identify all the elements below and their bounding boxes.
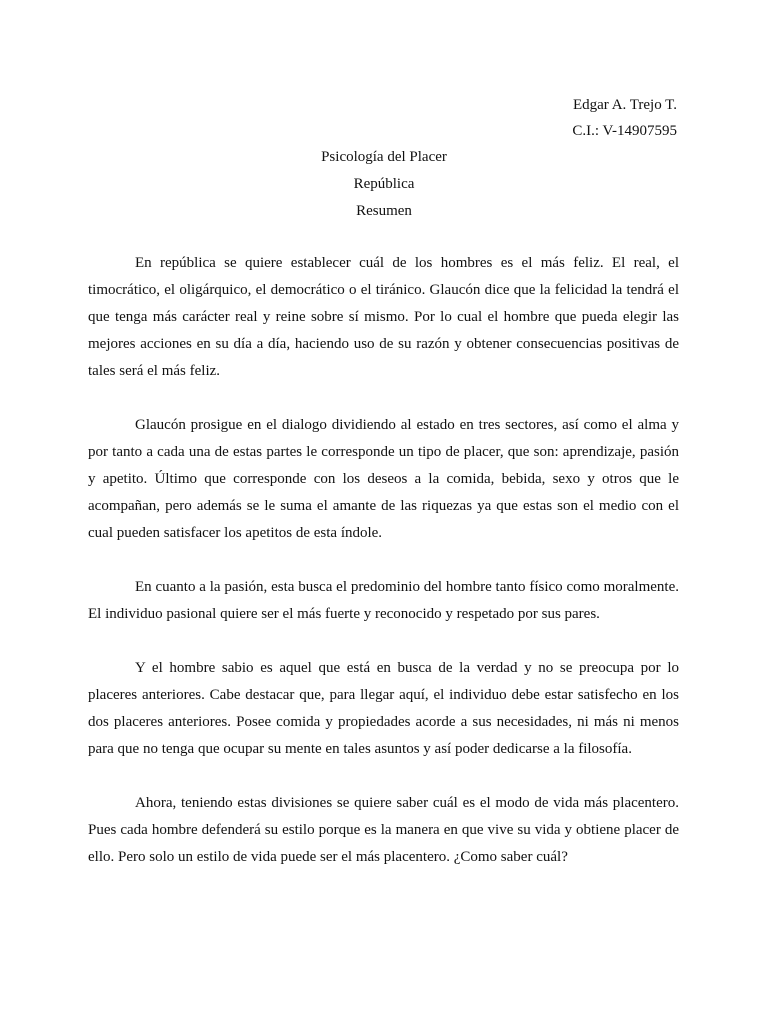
paragraph-3: En cuanto a la pasión, esta busca el predominio del hombre tanto físico como moralmente. El individuo pasional quiere ser el más fuerte y reconocido y respetado por sus pares. — [88, 579, 679, 622]
title-line-2: República — [353, 176, 415, 192]
document-body — [88, 250, 679, 898]
paragraph-4: Y el hombre sabio es aquel que está en busca de la verdad y no se preocupa por lo placeres anteriores. Cabe destacar que, para llegar aquí, el individuo debe estar satisfecho en los dos placeres anteriores. Posee comida y propiedades acorde a sus necesidades, ni más ni menos para que no tenga que ocupar su mente en tales asuntos y así poder dedicarse a la filosofía. — [88, 660, 679, 757]
paragraph-2: Glaucón prosigue en el dialogo dividiendo al estado en tres sectores, así como el alma y por tanto a cada una de estas partes le corresponde un tipo de placer, que son: aprendizaje, pasión y apetito. Último que corresponde con los deseos a la comida, bebida, sexo y otros que le acompañan, pero además se le suma el amante de las riquezas ya que estas son el medio con el cual pueden satisfacer los apetitos de esta índole. — [88, 417, 679, 541]
title-line-3: Resumen — [356, 203, 412, 219]
title-line-1: Psicología del Placer — [321, 149, 447, 165]
author-header — [572, 92, 677, 144]
author-name: Edgar A. Trejo T. — [572, 97, 677, 113]
document-title — [0, 144, 768, 225]
author-id: C.I.: V-14907595 — [572, 123, 677, 139]
paragraph-5: Ahora, teniendo estas divisiones se quiere saber cuál es el modo de vida más placentero. Pues cada hombre defenderá su estilo porque es la manera en que vive su vida y obtiene placer de ello. Pero solo un estilo de vida puede ser el más placentero. ¿Como saber cuál? — [88, 795, 679, 865]
paragraph-1: En república se quiere establecer cuál de los hombres es el más feliz. El real, el timocrático, el oligárquico, el democrático o el tiránico. Glaucón dice que la felicidad la tendrá el que tenga más carácter real y reine sobre sí mismo. Por lo cual el hombre que pueda elegir las mejores acciones en su día a día, haciendo uso de su razón y obtener consecuencias positivas de tales será el más feliz. — [88, 255, 679, 379]
